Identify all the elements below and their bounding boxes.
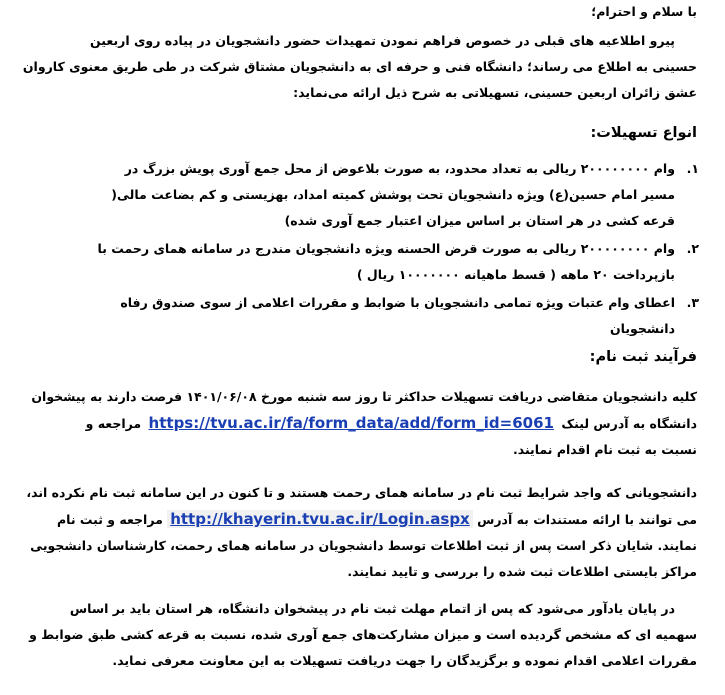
paragraph-line: مراکز بایستی اطلاعات ثبت شده را بررسی و تایید نمایند. [347, 564, 697, 579]
facility-item-2 [60, 236, 699, 288]
paragraph-line [40, 410, 697, 437]
registration-heading: فرآیند ثبت نام: [589, 349, 697, 365]
item-line: اعطای وام عتبات ویژه تمامی دانشجویان با ضوابط و مقررات اعلامی از سوی صندوق رفاه [120, 295, 675, 310]
item-number: ۳. [686, 295, 699, 310]
paragraph-text: می توانند با ارائه مستندات به آدرس [477, 512, 697, 527]
registration-paragraph-3 [29, 596, 697, 674]
item-number: ۱. [686, 161, 699, 176]
item-line: دانشجویان [609, 321, 675, 336]
khayerin-login-link[interactable]: http://khayerin.tvu.ac.ir/Login.aspx [167, 510, 473, 528]
facilities-heading: انواع تسهیلات: [590, 125, 697, 141]
facility-item-3 [60, 290, 699, 342]
item-line: بازپرداخت ۲۰ ماهه ( قسط ماهیانه ۱۰۰۰۰۰۰۰ ریال ) [356, 267, 675, 282]
registration-paragraph-2 [26, 480, 697, 585]
item-line: مسیر امام حسین(ع) ویژه دانشجویان تحت پوشش کمیته امداد، بهزیستی و کم بضاعت مالی( [111, 187, 675, 202]
paragraph-line: نسبت به ثبت نام اقدام نمایند. [512, 442, 697, 457]
paragraph-line: نمایند. شایان ذکر است پس از ثبت اطلاعات توسط دانشجویان در سامانه همای رحمت، کارشناسان دانشجویی [30, 538, 697, 553]
item-line: وام ۲۰۰۰۰۰۰۰۰ ریالی به تعداد محدود، به صورت بلاعوض از محل جمع آوری پویش بزرگ در [124, 161, 675, 176]
paragraph-text: دانشگاه به آدرس لینک [561, 416, 697, 431]
paragraph-line: در پایان یادآور می‌شود که پس از اتمام مهلت ثبت نام در پیشخوان دانشگاه، هر استان باید بر اساس [69, 601, 675, 616]
greeting: با سلام و احترام؛ [591, 4, 697, 19]
item-line: وام ۲۰۰۰۰۰۰۰۰ ریالی به صورت قرض الحسنه ویژه دانشجویان مندرج در سامانه همای رحمت با [97, 241, 675, 256]
paragraph-line: مقررات اعلامی اقدام نموده و برگزیدگان را جهت دریافت تسهیلات به این معاونت معرفی نماید. [112, 653, 697, 668]
intro-paragraph [22, 28, 697, 106]
item-number: ۲. [686, 241, 699, 256]
intro-line: پیرو اطلاعیه های قبلی در خصوص فراهم نمودن تمهیدات حضور دانشجویان در پیاده روی اربعین [90, 33, 675, 48]
intro-line: حسینی به اطلاع می رساند؛ دانشگاه فنی و حرفه ای به دانشجویان مشتاق شرکت در طی طریق معنوی کاروان [22, 59, 697, 74]
intro-line: عشق زائران اربعین حسینی، تسهیلاتی به شرح ذیل ارائه می‌نماید: [293, 85, 697, 100]
registration-paragraph-1 [31, 384, 697, 463]
paragraph-line [40, 506, 697, 533]
paragraph-line: کلیه دانشجویان متقاضی دریافت تسهیلات حداکثر تا روز سه شنبه مورخ ۱۴۰۱/۰۶/۰۸ فرصت دارند به پیشخوان [31, 389, 697, 404]
item-line: قرعه کشی در هر استان بر اساس میزان اعتبار جمع آوری شده) [284, 213, 675, 228]
facility-item-1 [60, 156, 699, 234]
paragraph-text: مراجعه و [85, 416, 142, 431]
paragraph-text: مراجعه و ثبت نام [56, 512, 163, 527]
paragraph-line: سهمیه ای که مشخص گردیده است و میزان مشارکت‌های جمع آوری شده، نسبت به قرعه کشی طبق ضوابط و [29, 627, 697, 642]
paragraph-line: دانشجویانی که واجد شرایط ثبت نام در سامانه همای رحمت هستند و تا کنون در این سامانه ثبت نام نکرده اند، [26, 485, 697, 500]
form-registration-link[interactable]: https://tvu.ac.ir/fa/form_data/add/form_id=6061 [148, 414, 554, 432]
